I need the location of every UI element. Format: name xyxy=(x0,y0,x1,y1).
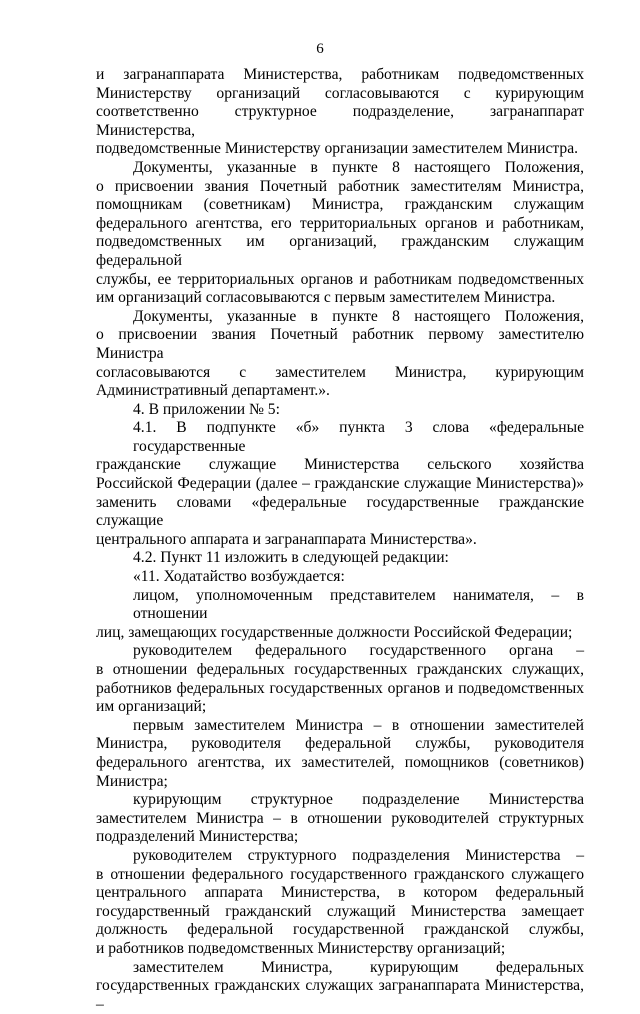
text-line: 4.1. В подпункте «б» пункта 3 слова «федеральные государственные xyxy=(96,419,584,456)
text-line: заменить словами «федеральные государственные гражданские служащие xyxy=(96,494,584,531)
text-line: Документы, указанные в пункте 8 настоящего Положения, xyxy=(96,308,584,327)
text-line: Министра; xyxy=(96,773,584,792)
text-line: федерального агентства, его территориальных органов и работникам, xyxy=(96,215,584,234)
text-line: «11. Ходатайство возбуждается: xyxy=(96,568,584,587)
text-line: центрального аппарата и загранаппарата Министерства». xyxy=(96,531,584,550)
text-line: гражданские служащие Министерства сельского хозяйства xyxy=(96,456,584,475)
text-line: подведомственные Министерству организации заместителем Министра. xyxy=(96,140,584,159)
paragraph xyxy=(96,308,584,401)
text-line: подразделений Министерства; xyxy=(96,828,584,847)
body-text xyxy=(96,66,584,1014)
text-line: о присвоении звания Почетный работник заместителям Министра, xyxy=(96,178,584,197)
paragraph xyxy=(96,847,584,959)
page-number: 6 xyxy=(0,40,640,58)
text-line: Российской Федерации (далее – гражданские служащие Министерства)» xyxy=(96,475,584,494)
text-line: 4.2. Пункт 11 изложить в следующей редакции: xyxy=(96,549,584,568)
paragraph xyxy=(96,568,584,587)
text-line: Документы, указанные в пункте 8 настоящего Положения, xyxy=(96,159,584,178)
paragraph xyxy=(96,642,584,716)
text-line: Административный департамент.». xyxy=(96,382,584,401)
text-line: в отношении федерального государственного гражданского служащего xyxy=(96,866,584,885)
text-line: лицом, уполномоченным представителем нанимателя, – в отношении xyxy=(96,587,584,624)
text-line: государственных гражданских служащих загранаппарата Министерства, – xyxy=(96,977,584,1014)
text-line: 4. В приложении № 5: xyxy=(96,401,584,420)
text-line: центрального аппарата Министерства, в котором федеральный xyxy=(96,884,584,903)
text-line: курирующим структурное подразделение Министерства xyxy=(96,791,584,810)
paragraph xyxy=(96,587,584,643)
text-line: в отношении федеральных государственных гражданских служащих, xyxy=(96,661,584,680)
paragraph xyxy=(96,717,584,791)
paragraph xyxy=(96,419,584,549)
text-line: о присвоении звания Почетный работник первому заместителю Министра xyxy=(96,326,584,363)
text-line: работников федеральных государственных органов и подведомственных xyxy=(96,680,584,699)
text-line: руководителем федерального государственного органа – xyxy=(96,642,584,661)
text-line: лиц, замещающих государственные должности Российской Федерации; xyxy=(96,624,584,643)
text-line: государственный гражданский служащий Министерства замещает xyxy=(96,903,584,922)
paragraph xyxy=(96,66,584,159)
text-line: заместителем Министра – в отношении руководителей структурных xyxy=(96,810,584,829)
paragraph xyxy=(96,159,584,308)
text-line: должность федеральной государственной гражданской службы, xyxy=(96,921,584,940)
paragraph xyxy=(96,549,584,568)
text-line: Министра, руководителя федеральной службы, руководителя xyxy=(96,735,584,754)
text-line: первым заместителем Министра – в отношении заместителей xyxy=(96,717,584,736)
text-line: и загранаппарата Министерства, работникам подведомственных xyxy=(96,66,584,85)
text-line: службы, ее территориальных органов и работникам подведомственных xyxy=(96,271,584,290)
text-line: помощникам (советникам) Министра, гражданским служащим xyxy=(96,196,584,215)
text-line: и работников подведомственных Министерству организаций; xyxy=(96,940,584,959)
paragraph xyxy=(96,959,584,1014)
text-line: подведомственных им организаций, гражданским служащим федеральной xyxy=(96,233,584,270)
text-line: федерального агентства, их заместителей, помощников (советников) xyxy=(96,754,584,773)
text-line: согласовываются с заместителем Министра, курирующим xyxy=(96,364,584,383)
text-line: им организаций; xyxy=(96,698,584,717)
paragraph xyxy=(96,791,584,847)
text-line: им организаций согласовываются с первым заместителем Министра. xyxy=(96,289,584,308)
text-line: Министерству организаций согласовываются с курирующим xyxy=(96,85,584,104)
text-line: руководителем структурного подразделения Министерства – xyxy=(96,847,584,866)
text-line: соответственно структурное подразделение, загранаппарат Министерства, xyxy=(96,103,584,140)
text-line: заместителем Министра, курирующим федеральных xyxy=(96,959,584,978)
paragraph xyxy=(96,401,584,420)
